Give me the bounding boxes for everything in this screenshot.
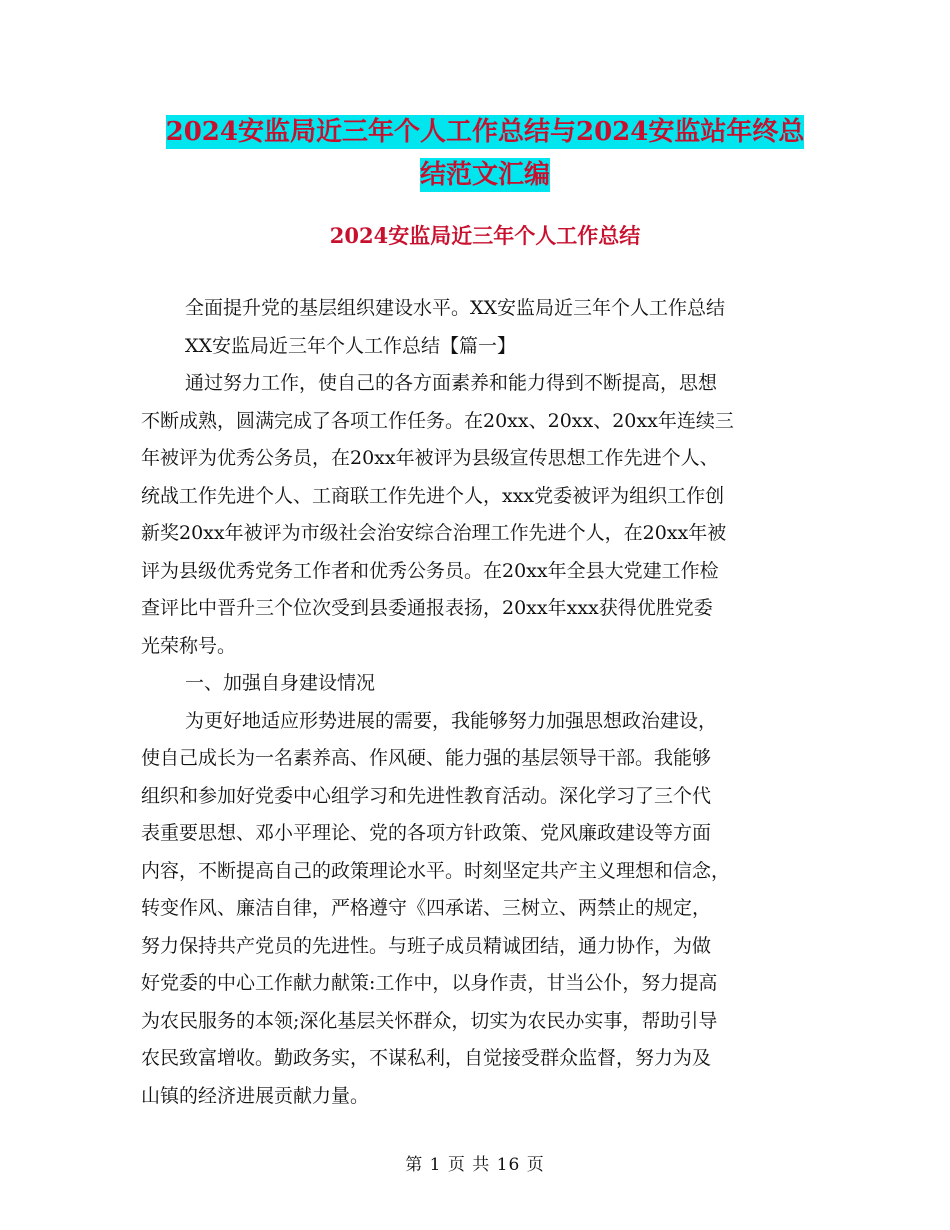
body-line: 农民致富增收。勤政务实，不谋私利，自觉接受群众监督，努力为及 — [141, 1047, 712, 1069]
body-line: 通过努力工作，使自己的各方面素养和能力得到不断提高，思想 — [185, 372, 718, 394]
body-line: 一、加强自身建设情况 — [185, 672, 376, 694]
title-highlight: 2024安监局近三年个人工作总结与2024安监站年终总 — [165, 117, 805, 147]
body-line: 光荣称号。 — [141, 634, 237, 657]
body-line: 内容，不断提高自己的政策理论水平。时刻坚定共产主义理想和信念， — [141, 859, 731, 882]
body-text — [141, 290, 811, 1115]
body-line: 表重要思想、邓小平理论、党的各项方针政策、党风廉政建设等方面 — [141, 822, 712, 844]
body-line: 为农民服务的本领;深化基层关怀群众，切实为农民办实事，帮助引导 — [141, 1009, 718, 1032]
body-line: 山镇的经济进展贡献力量。 — [141, 1084, 370, 1107]
body-line: 组织和参加好党委中心组学习和先进性教育活动。深化学习了三个代 — [141, 784, 712, 807]
body-line: XX安监局近三年个人工作总结【篇一】 — [185, 334, 517, 357]
body-line: 查评比中晋升三个位次受到县委通报表扬，20xx年xxx获得优胜党委 — [141, 597, 713, 619]
page-footer: 第 1 页 共 16 页 — [405, 1155, 545, 1175]
body-line: 好党委的中心工作献力献策:工作中，以身作责，甘当公仆，努力提高 — [141, 972, 718, 994]
body-line: 转变作风、廉洁自律，严格遵守《四承诺、三树立、两禁止的规定， — [141, 897, 712, 919]
body-line: 年被评为优秀公务员，在20xx年被评为县级宣传思想工作先进个人、 — [141, 447, 719, 469]
body-line: 评为县级优秀党务工作者和优秀公务员。在20xx年全县大党建工作检 — [141, 559, 719, 582]
body-line: 不断成熟，圆满完成了各项工作任务。在20xx、20xx、20xx年连续三 — [141, 409, 734, 432]
body-line: 努力保持共产党员的先进性。与班子成员精诚团结，通力协作，为做 — [141, 934, 712, 957]
body-line: 为更好地适应形势进展的需要，我能够努力加强思想政治建设， — [185, 709, 718, 732]
body-line: 统战工作先进个人、工商联工作先进个人，xxx党委被评为组织工作创 — [141, 484, 725, 507]
body-line: 新奖20xx年被评为市级社会治安综合治理工作先进个人，在20xx年被 — [141, 522, 727, 544]
section-title: 2024安监局近三年个人工作总结 — [329, 223, 641, 248]
body-line: 全面提升党的基层组织建设水平。XX安监局近三年个人工作总结 — [185, 297, 726, 319]
document-title-line-2 — [140, 150, 830, 200]
body-line: 使自己成长为一名素养高、作风硬、能力强的基层领导干部。我能够 — [141, 747, 712, 769]
title-highlight: 结范文汇编 — [419, 160, 550, 190]
